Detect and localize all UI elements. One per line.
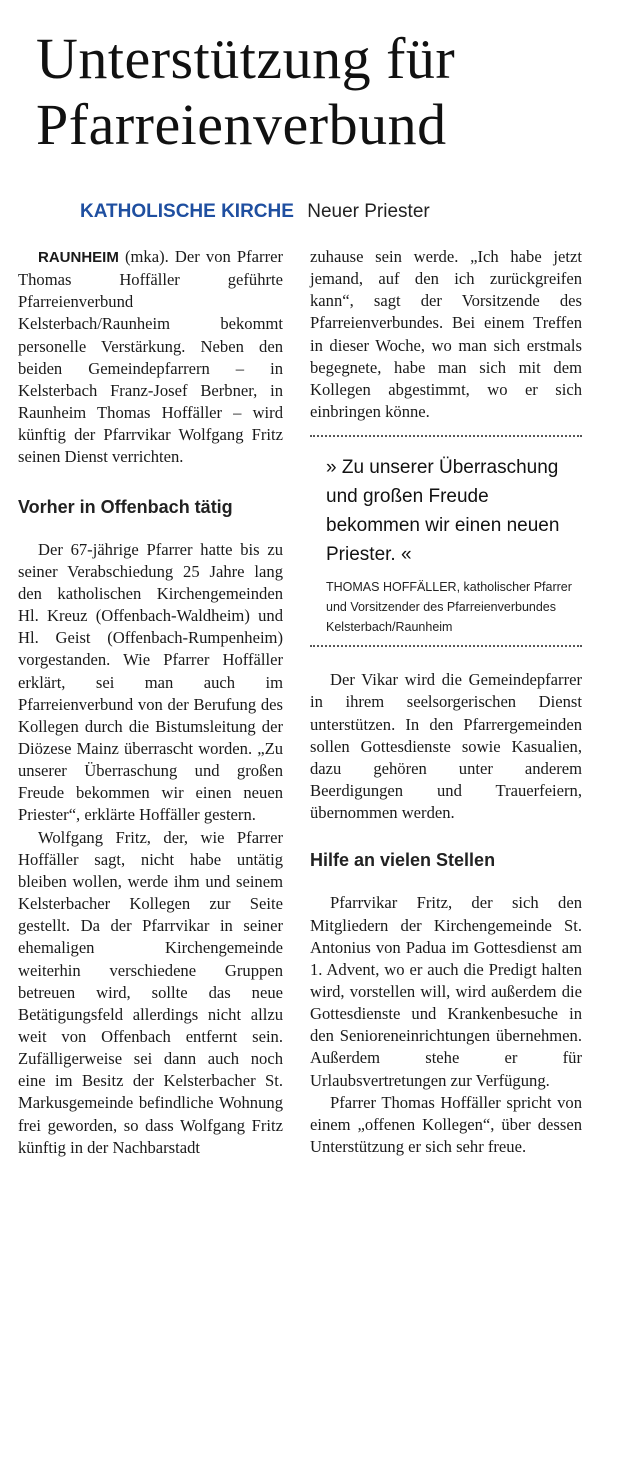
lead-paragraph: [18, 246, 283, 469]
column-right: [310, 246, 582, 1158]
dateline: RAUNHEIM: [38, 249, 119, 266]
quote-source-name: THOMAS HOFFÄLLER: [326, 580, 457, 595]
paragraph-3: Wolfgang Fritz, der, wie Pfarrer Hoffäller sagt, nicht habe untätig bleiben wollen, werde ihm und seinem Kelsterbacher Kollegen zur Seite gestellt. Da der Pfarrvikar in seiner ehemaligen Kirchengemeinde weiterhin verschiedene Gruppen betreuen wird, sollte das neue Betätigungsfeld allerdings nicht allzu weit von Offenbach entfernt sein. Zufälligerweise sei dann auch noch eine im Besitz der Kelsterbacher St. Markusgemeinde befindliche Wohnung frei geworden, so dass Wolfgang Fritz künftig in der Nachbarstadt: [18, 827, 283, 1157]
quote-source: [326, 577, 576, 637]
subhead-hilfe: Hilfe an vielen Stellen: [310, 850, 496, 871]
paragraph-2: Der 67-jährige Pfarrer hatte bis zu seiner Verabschiedung 25 Jahre lang den katholischen Kirchengemeinden Hl. Kreuz (Offenbach-Waldheim) und Hl. Geist (Offenbach-Rumpenheim) vorgestanden. Wie Pfarrer Hoffäller erklärt, sei man auch im Pfarreienverbund von der Berufung des Kollegen durch die Bistumsleitung der Diözese Mainz überrascht worden. „Zu unserer Überraschung und großen Freude bekommen wir einen neuen Priester“, erklärte Hoffäller gestern.: [18, 539, 283, 825]
lead-text: (mka). Der von Pfarrer Thomas Hoffäller geführte Pfarreienverbund Kelsterbach/Raunheim bekommt personelle Verstärkung. Neben den beiden Gemeindepfarrern – in Kelsterbach Franz-Josef Berbner, in Raunheim Thomas Hoffäller – wird künftig der Pfarrvikar Wolfgang Fritz seinen Dienst verrichten.: [18, 247, 283, 467]
kicker-subtitle: Neuer Priester: [307, 201, 430, 222]
kicker-topic: KATHOLISCHE KIRCHE: [80, 201, 294, 222]
headline-line-2: Pfarreienverbund: [36, 92, 447, 157]
paragraph-5: Pfarrvikar Fritz, der sich den Mitgliedern der Kirchengemeinde St. Antonius von Padua im Gottesdienst am 1. Advent, wo er auch die Predigt halten wird, vorstellen will, wird außerdem die Gottesdienste und Krankenbesuche in den Senioreneinrichtungen übernehmen. Außerdem stehe er für Urlaubsvertretungen zur Verfügung.: [310, 893, 582, 1090]
divider-bottom: [310, 645, 582, 647]
column-left: [18, 246, 283, 1159]
pull-quote: [310, 437, 582, 645]
headline: [36, 26, 596, 158]
paragraph-6: Pfarrer Thomas Hoffäller spricht von einem „offenen Kollegen“, über dessen Unterstützung er sich sehr freue.: [310, 1092, 582, 1157]
headline-line-1: Unterstützung für: [36, 26, 456, 91]
quote-text: » Zu unserer Überraschung und großen Freude bekommen wir einen neuen Priester. «: [326, 457, 560, 566]
paragraph-3-continued: zuhause sein werde. „Ich habe jetzt jemand, auf den ich zurückgreifen kann“, sagt der Vorsitzende des Pfarreienverbundes. Bei einem Treffen in dieser Woche, wo man sich erstmals begegnete, habe man sich mit dem Kollegen abgestimmt, wo er sich einbringen könne.: [310, 247, 582, 422]
quote-source-role: , katholischer Pfarrer und Vorsitzender des Pfarreienverbundes Kelsterbach/Raunheim: [326, 580, 572, 635]
paragraph-4: Der Vikar wird die Gemeindepfarrer in ihrem seelsorgerischen Dienst unterstützen. In den Pfarrergemeinden sollen Gottesdienste sowie Kasualien, dazu gehören unter anderem Beerdigungen und Trauerfeiern, übernommen werden.: [310, 670, 582, 823]
kicker: [80, 199, 430, 225]
subhead-offenbach: Vorher in Offenbach tätig: [18, 496, 233, 517]
